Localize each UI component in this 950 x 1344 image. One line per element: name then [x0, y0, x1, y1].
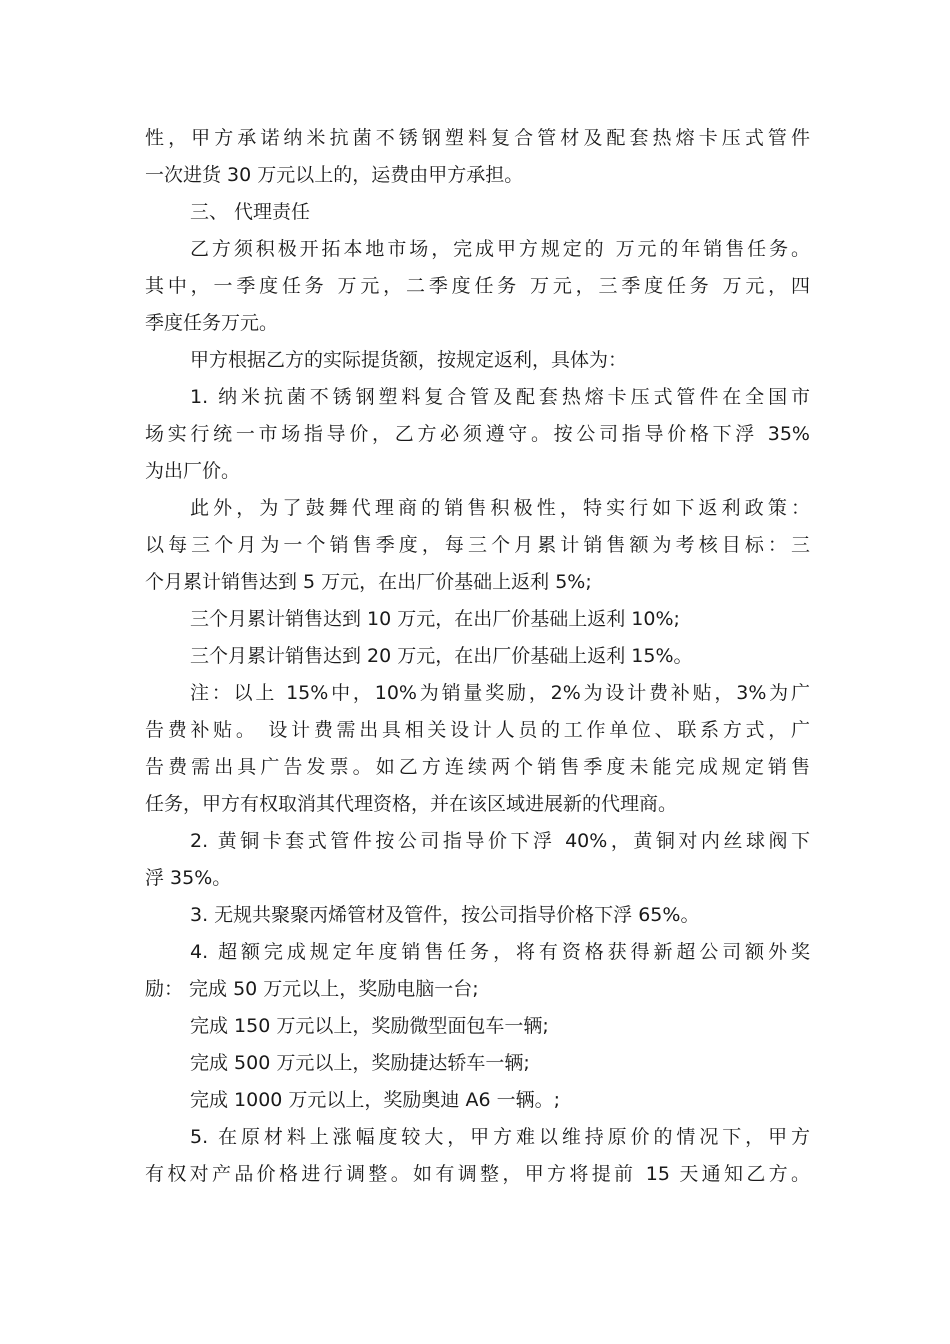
section-heading: 三、 代理责任 [190, 201, 311, 223]
list-item-1: 1. 纳米抗菌不锈钢塑料复合管及配套热熔卡压式管件在全国市 [190, 386, 810, 408]
text-line: 任务，甲方有权取消其代理资格，并在该区域进展新的代理商。 [145, 793, 678, 815]
document-body [145, 120, 810, 1193]
text-line: 告费需出具广告发票。如乙方连续两个销售季度未能完成规定销售 [145, 756, 810, 778]
text-line: 季度任务万元。 [145, 312, 279, 334]
text-line: 其中，一季度任务 万元，二季度任务 万元，三季度任务 万元，四 [145, 275, 810, 297]
text-line: 一次进货 30 万元以上的，运费由甲方承担。 [145, 164, 524, 186]
text-line: 性，甲方承诺纳米抗菌不锈钢塑料复合管材及配套热熔卡压式管件 [145, 127, 810, 149]
note-line: 注：以上 15%中，10%为销量奖励，2%为设计费补贴，3%为广 [190, 682, 810, 704]
text-line: 完成 500 万元以上，奖励捷达轿车一辆; [190, 1052, 530, 1074]
list-item-4: 4. 超额完成规定年度销售任务，将有资格获得新超公司额外奖 [190, 941, 810, 963]
list-item-5: 5. 在原材料上涨幅度较大，甲方难以维持原价的情况下，甲方 [190, 1126, 810, 1148]
text-line: 甲方根据乙方的实际提货额，按规定返利，具体为： [190, 349, 628, 371]
text-line: 乙方须积极开拓本地市场，完成甲方规定的 万元的年销售任务。 [190, 238, 810, 260]
text-line: 以每三个月为一个销售季度，每三个月累计销售额为考核目标：三 [145, 534, 810, 556]
text-line: 个月累计销售达到 5 万元，在出厂价基础上返利 5%; [145, 571, 592, 593]
text-line: 此外，为了鼓舞代理商的销售积极性，特实行如下返利政策： [190, 497, 810, 519]
text-line: 完成 1000 万元以上，奖励奥迪 A6 一辆。; [190, 1089, 560, 1111]
text-line: 场实行统一市场指导价，乙方必须遵守。按公司指导价格下浮 35% [145, 423, 810, 445]
text-line: 为出厂价。 [145, 460, 241, 482]
text-line: 告费补贴。 设计费需出具相关设计人员的工作单位、联系方式，广 [145, 719, 810, 741]
text-line: 三个月累计销售达到 10 万元，在出厂价基础上返利 10%; [190, 608, 680, 630]
text-line: 三个月累计销售达到 20 万元，在出厂价基础上返利 15%。 [190, 645, 693, 667]
list-item-3: 3. 无规共聚聚丙烯管材及管件，按公司指导价格下浮 65%。 [190, 904, 700, 926]
text-line: 浮 35%。 [145, 867, 232, 889]
text-line: 有权对产品价格进行调整。如有调整，甲方将提前 15 天通知乙方。 [145, 1163, 810, 1185]
text-line: 励： 完成 50 万元以上，奖励电脑一台; [145, 978, 479, 1000]
list-item-2: 2. 黄铜卡套式管件按公司指导价下浮 40%，黄铜对内丝球阀下 [190, 830, 810, 852]
text-line: 完成 150 万元以上，奖励微型面包车一辆; [190, 1015, 549, 1037]
